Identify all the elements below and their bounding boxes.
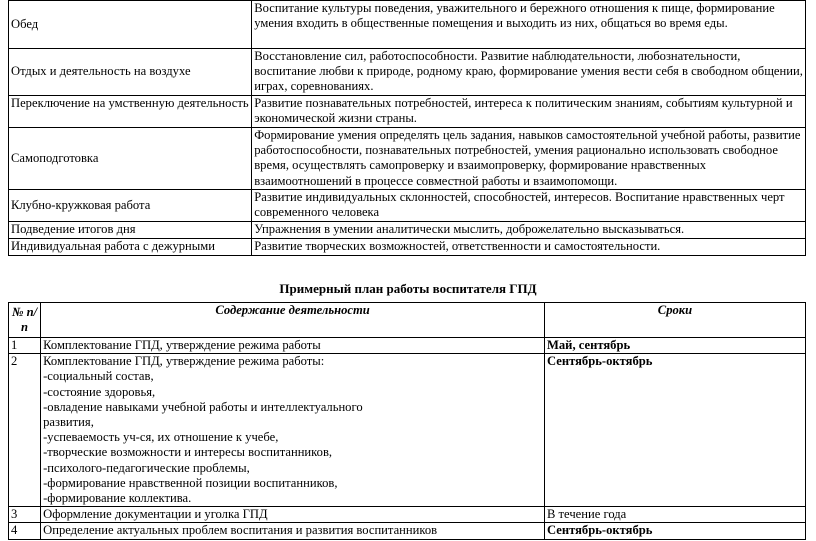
table-header-row	[9, 303, 806, 338]
table-row	[9, 190, 806, 222]
description-cell: Развитие творческих возможностей, ответственности и самостоятельности.	[252, 239, 806, 256]
list-item: -формирование нравственной позиции воспитанников,	[43, 475, 338, 490]
row-content: Комплектование ГПД, утверждение режима работы:	[43, 354, 325, 369]
table-row	[9, 222, 806, 239]
row-term: Май, сентябрь	[545, 338, 806, 354]
table-row	[9, 96, 806, 128]
activity-cell: Отдых и деятельность на воздухе	[9, 49, 252, 96]
activity-cell: Клубно-кружковая работа	[9, 190, 252, 222]
plan-title: Примерный план работы воспитателя ГПД	[279, 281, 537, 296]
description-cell: Развитие индивидуальных склонностей, способностей, интересов. Воспитание нравственных черт современного человека	[252, 190, 806, 222]
daily-regime-table	[8, 0, 806, 256]
row-term: Сентябрь-октябрь	[545, 523, 806, 539]
list-item: -состояние здоровья,	[43, 384, 156, 399]
header-term: Сроки	[545, 303, 806, 338]
header-num: № п/п	[9, 303, 41, 338]
list-item: -овладение навыками учебной работы и интеллектуального развития,	[43, 399, 363, 430]
table-row	[9, 354, 806, 507]
table-row	[9, 523, 806, 539]
activity-cell: Самоподготовка	[9, 128, 252, 190]
row-number: 3	[9, 507, 41, 523]
activity-cell: Переключение на умственную деятельность	[9, 96, 252, 128]
work-plan-table	[8, 302, 806, 540]
row-content: Оформление документации и уголка ГПД	[41, 507, 545, 523]
row-number: 4	[9, 523, 41, 539]
list-item: -формирование коллектива.	[43, 491, 192, 506]
list-item: -успеваемость уч-ся, их отношение к учебе,	[43, 430, 279, 445]
row-number: 1	[9, 338, 41, 354]
description-cell: Восстановление сил, работоспособности. Развитие наблюдательности, любознательности, воспитание любви к природе, родному краю, формирование умения вести себя в свободном общении, играх, соревнованиях.	[252, 49, 806, 96]
list-item: -творческие возможности и интересы воспитанников,	[43, 445, 333, 460]
activity-cell: Индивидуальная работа с дежурными	[9, 239, 252, 256]
header-content: Содержание деятельности	[41, 303, 545, 338]
table-row	[9, 239, 806, 256]
description-cell: Воспитание культуры поведения, уважительного и бережного отношения к пище, формирование умения входить в общественные помещения и выходить из них, общаться во время еды.	[252, 1, 806, 49]
row-term: В течение года	[545, 507, 806, 523]
table-row	[9, 1, 806, 49]
description-cell: Развитие познавательных потребностей, интереса к политическим знаниям, событиям культурной и экономической жизни страны.	[252, 96, 806, 128]
row-content: Определение актуальных проблем воспитания и развития воспитанников	[41, 523, 545, 539]
list-item: -психолого-педагогические проблемы,	[43, 460, 250, 475]
table-row	[9, 507, 806, 523]
row-number: 2	[9, 354, 41, 507]
description-cell: Упражнения в умении аналитически мыслить, доброжелательно высказываться.	[252, 222, 806, 239]
row-content: Комплектование ГПД, утверждение режима работы	[41, 338, 545, 354]
table-row	[9, 49, 806, 96]
description-cell: Формирование умения определять цель задания, навыков самостоятельной учебной работы, развитие работоспособности, познавательных потребностей, умения рационально использовать свободное время, осуществлять самопроверку и взаимопроверку, формирование нравственных взаимоотношений в процессе совместной работы и взаимопомощи.	[252, 128, 806, 190]
activity-cell: Подведение итогов дня	[9, 222, 252, 239]
row-content-list	[41, 354, 545, 507]
row-term: Сентябрь-октябрь	[545, 354, 806, 507]
table-row	[9, 338, 806, 354]
activity-cell: Обед	[9, 1, 252, 49]
list-item: -социальный состав,	[43, 369, 154, 384]
table-row	[9, 128, 806, 190]
